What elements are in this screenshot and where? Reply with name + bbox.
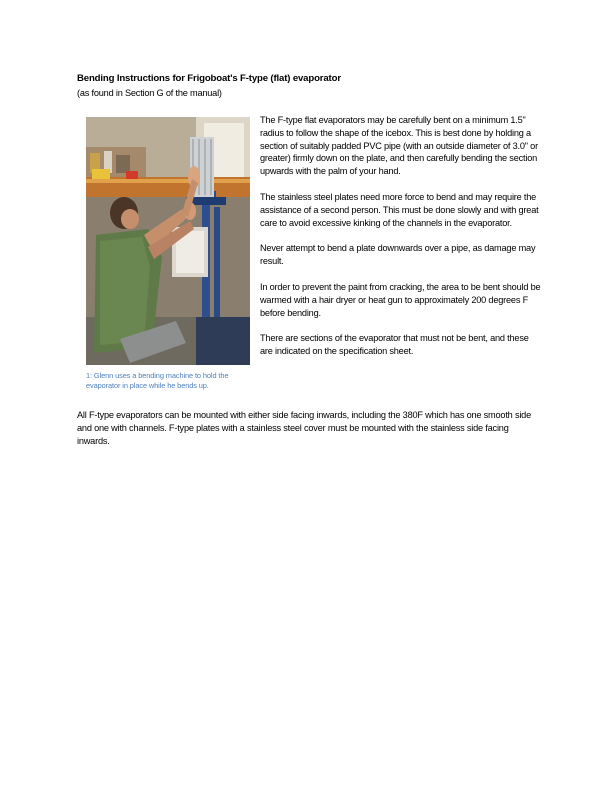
paragraph: Never attempt to bend a plate downwards over a pipe, as damage may result.	[260, 243, 536, 267]
paragraph: In order to prevent the paint from cracking, the area to be bent should be warmed with a hair dryer or heat gun to approximately 200 degrees F before bending.	[260, 281, 541, 318]
document-subtitle: (as found in Section G of the manual)	[77, 88, 222, 98]
mounting-paragraph: All F-type evaporators can be mounted with either side facing inwards, including the 380F which has one smooth side and one with channels. F-type plates with a stainless steel cover must be mounted with the stainless side facing inwards.	[77, 410, 531, 446]
paragraph: The stainless steel plates need more force to bend and may require the assistance of a second person. This must be done slowly and with great care to avoid excessive kinking of the channels in the evaporator.	[260, 191, 539, 228]
workshop-photo	[86, 117, 250, 365]
paragraph: There are sections of the evaporator that must not be bent, and these are indicated on the specification sheet.	[260, 333, 529, 357]
paragraph: The F-type flat evaporators may be carefully bent on a minimum 1.5" radius to follow the shape of the icebox. This is best done by holding a section of suitably padded PVC pipe (with an outside diameter of 3.0" or greater) firmly down on the plate, and then carefully bending the section upwards with the palm of your hand.	[260, 115, 538, 177]
photo-caption: 1: Glenn uses a bending machine to hold the evaporator in place while he bends up.	[86, 371, 229, 390]
instructions-column	[260, 114, 542, 371]
document-title: Bending Instructions for Frigoboat's F-type (flat) evaporator	[77, 73, 341, 84]
